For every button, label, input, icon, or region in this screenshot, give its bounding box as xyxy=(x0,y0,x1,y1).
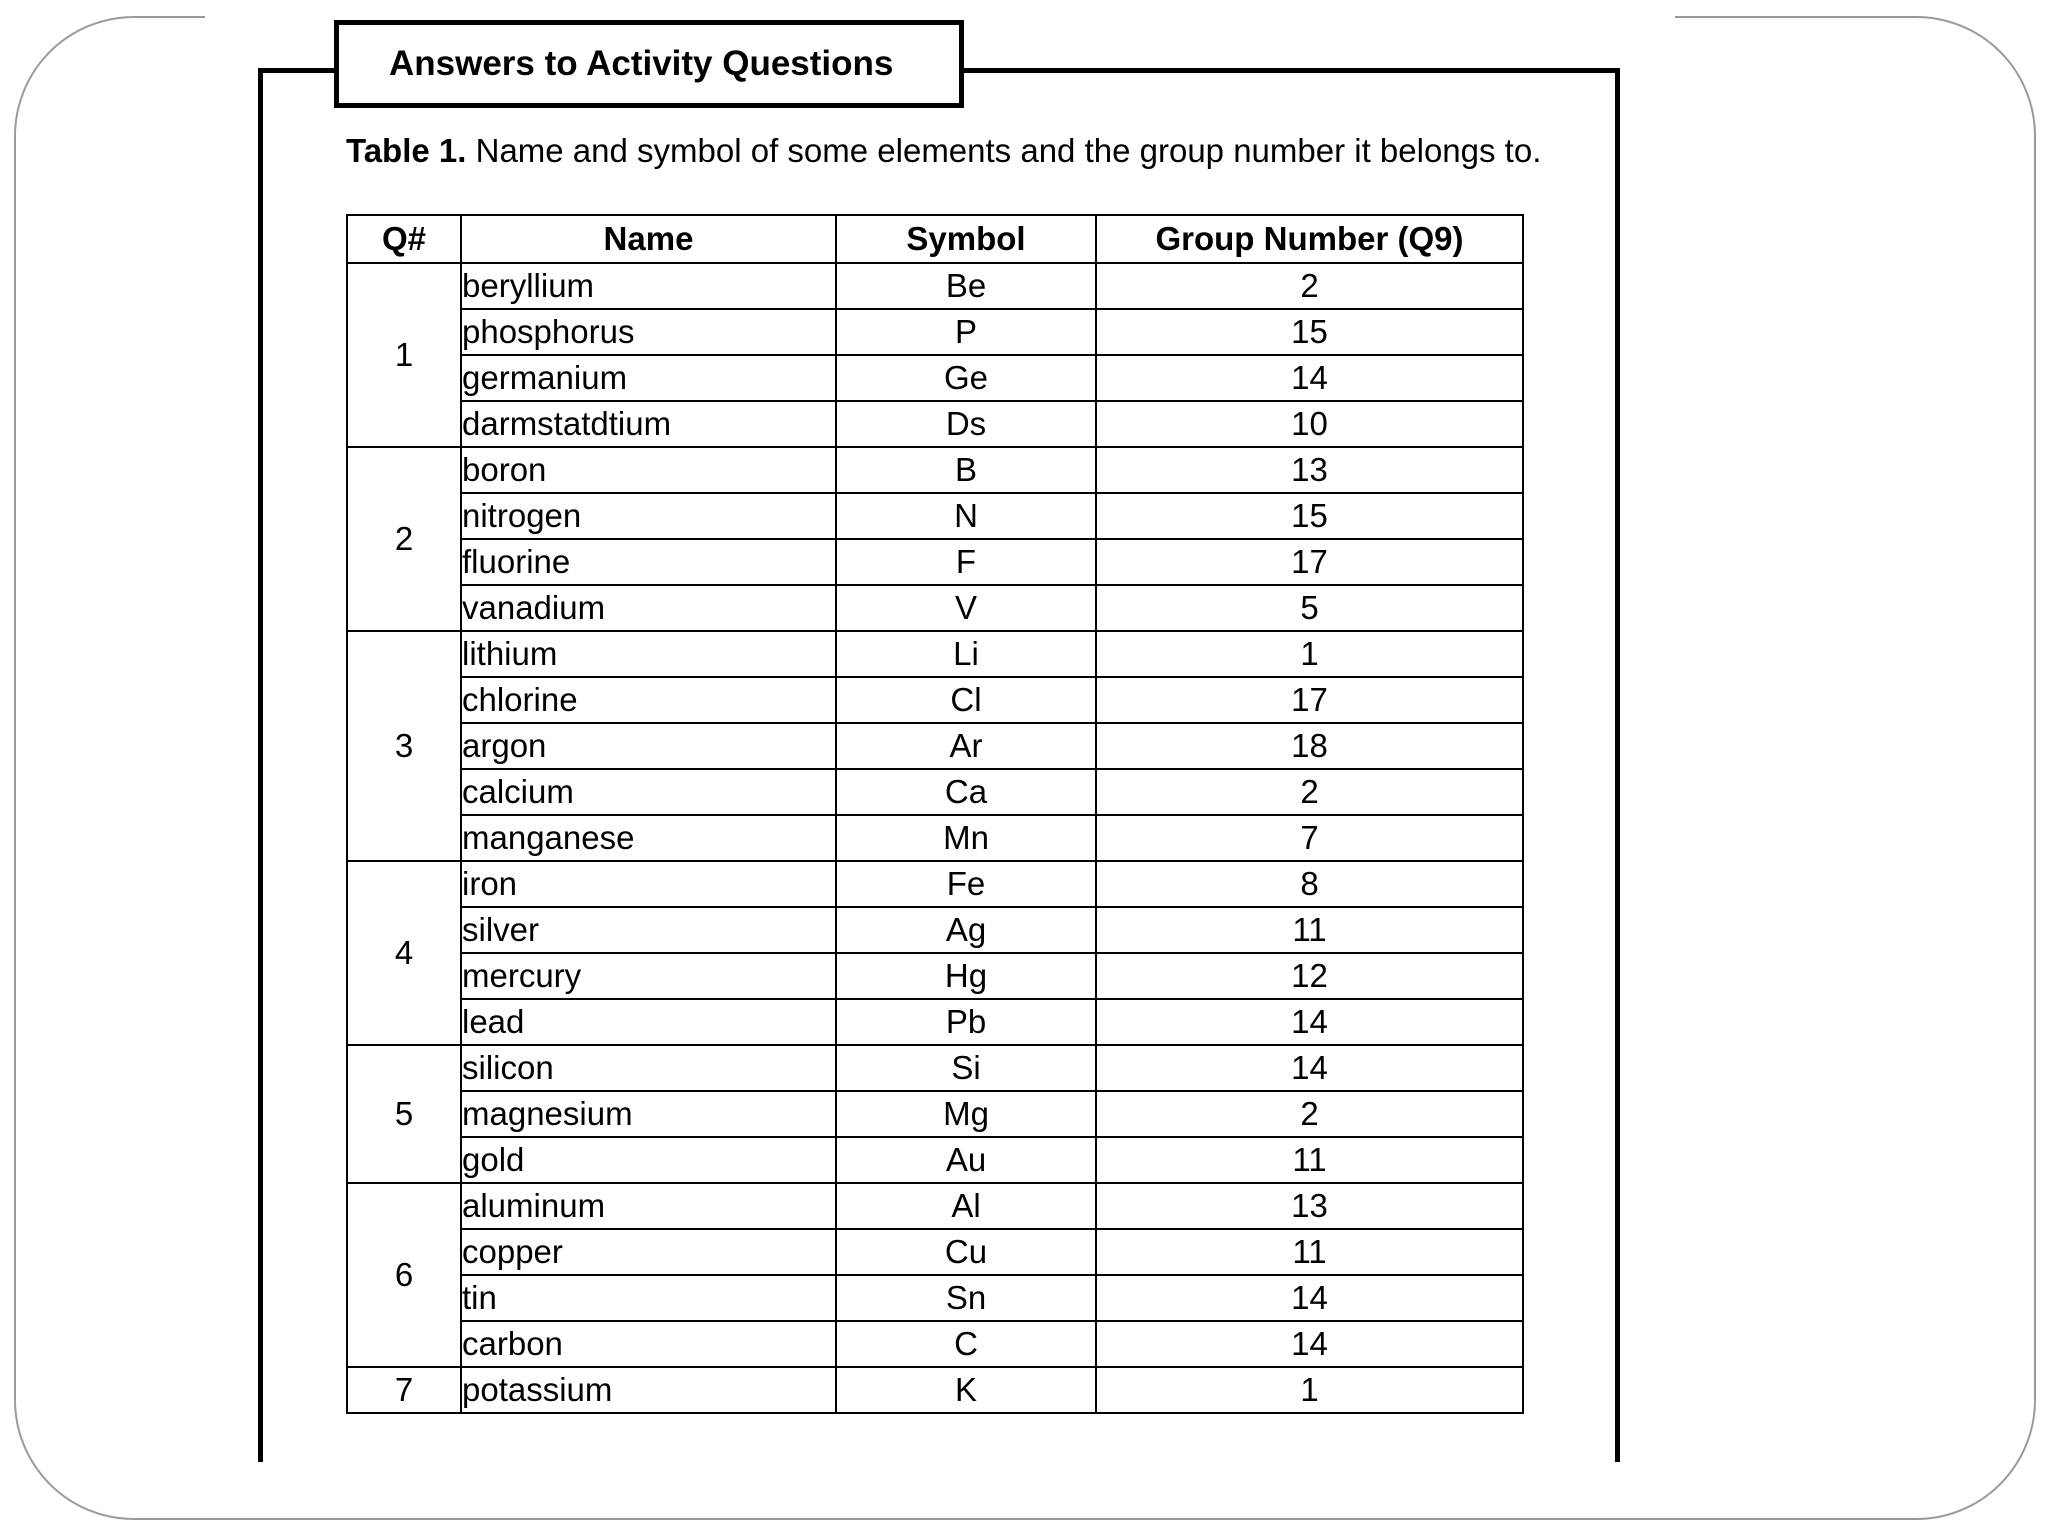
table-row xyxy=(347,1137,1523,1183)
table-row xyxy=(347,999,1523,1045)
element-symbol: Sn xyxy=(836,1275,1096,1321)
table-row xyxy=(347,585,1523,631)
element-name: calcium xyxy=(461,769,836,815)
element-name: aluminum xyxy=(461,1183,836,1229)
table-row xyxy=(347,1367,1523,1413)
element-name: silicon xyxy=(461,1045,836,1091)
table-row xyxy=(347,1321,1523,1367)
element-group: 7 xyxy=(1096,815,1523,861)
element-group: 11 xyxy=(1096,1229,1523,1275)
element-group: 10 xyxy=(1096,401,1523,447)
element-group: 18 xyxy=(1096,723,1523,769)
element-name: tin xyxy=(461,1275,836,1321)
element-name: argon xyxy=(461,723,836,769)
element-symbol: Mn xyxy=(836,815,1096,861)
element-group: 5 xyxy=(1096,585,1523,631)
element-symbol: Ge xyxy=(836,355,1096,401)
table-row xyxy=(347,447,1523,493)
element-symbol: F xyxy=(836,539,1096,585)
header-name: Name xyxy=(461,215,836,263)
answer-title: Answers to Activity Questions xyxy=(334,20,964,108)
element-name: carbon xyxy=(461,1321,836,1367)
header-symbol: Symbol xyxy=(836,215,1096,263)
header-group-number: Group Number (Q9) xyxy=(1096,215,1523,263)
question-number: 5 xyxy=(347,1045,461,1183)
element-name: potassium xyxy=(461,1367,836,1413)
table-row xyxy=(347,1229,1523,1275)
element-name: manganese xyxy=(461,815,836,861)
element-group: 15 xyxy=(1096,309,1523,355)
element-name: gold xyxy=(461,1137,836,1183)
element-symbol: Si xyxy=(836,1045,1096,1091)
element-name: beryllium xyxy=(461,263,836,309)
element-group: 1 xyxy=(1096,631,1523,677)
element-name: lead xyxy=(461,999,836,1045)
table-caption-text: Name and symbol of some elements and the group number it belongs to. xyxy=(466,132,1542,169)
element-name: copper xyxy=(461,1229,836,1275)
element-symbol: Al xyxy=(836,1183,1096,1229)
table-row xyxy=(347,1275,1523,1321)
element-group: 13 xyxy=(1096,1183,1523,1229)
element-name: iron xyxy=(461,861,836,907)
element-symbol: N xyxy=(836,493,1096,539)
table-row xyxy=(347,401,1523,447)
table-header-row xyxy=(347,215,1523,263)
table-row xyxy=(347,861,1523,907)
element-symbol: Be xyxy=(836,263,1096,309)
table-row xyxy=(347,1183,1523,1229)
element-symbol: Ds xyxy=(836,401,1096,447)
element-group: 8 xyxy=(1096,861,1523,907)
table-caption-label: Table 1. xyxy=(346,132,467,169)
element-name: silver xyxy=(461,907,836,953)
question-number: 3 xyxy=(347,631,461,861)
table-row xyxy=(347,355,1523,401)
table-row xyxy=(347,263,1523,309)
element-group: 2 xyxy=(1096,769,1523,815)
table-row xyxy=(347,1045,1523,1091)
element-name: magnesium xyxy=(461,1091,836,1137)
element-group: 11 xyxy=(1096,1137,1523,1183)
question-number: 2 xyxy=(347,447,461,631)
table-row xyxy=(347,631,1523,677)
element-symbol: Cu xyxy=(836,1229,1096,1275)
table-row xyxy=(347,493,1523,539)
element-group: 2 xyxy=(1096,1091,1523,1137)
element-symbol: Cl xyxy=(836,677,1096,723)
element-group: 11 xyxy=(1096,907,1523,953)
element-symbol: K xyxy=(836,1367,1096,1413)
element-group: 12 xyxy=(1096,953,1523,999)
question-number: 6 xyxy=(347,1183,461,1367)
table-row xyxy=(347,723,1523,769)
element-symbol: Au xyxy=(836,1137,1096,1183)
table-row xyxy=(347,815,1523,861)
table-row xyxy=(347,539,1523,585)
question-number: 4 xyxy=(347,861,461,1045)
table-row xyxy=(347,769,1523,815)
question-number: 7 xyxy=(347,1367,461,1413)
element-name: lithium xyxy=(461,631,836,677)
table-caption xyxy=(346,130,1546,171)
table-row xyxy=(347,907,1523,953)
element-name: darmstatdtium xyxy=(461,401,836,447)
element-name: boron xyxy=(461,447,836,493)
element-symbol: Ag xyxy=(836,907,1096,953)
table-row xyxy=(347,309,1523,355)
header-q: Q# xyxy=(347,215,461,263)
element-name: fluorine xyxy=(461,539,836,585)
element-group: 2 xyxy=(1096,263,1523,309)
table-row xyxy=(347,1091,1523,1137)
element-group: 1 xyxy=(1096,1367,1523,1413)
element-group: 14 xyxy=(1096,1275,1523,1321)
element-name: vanadium xyxy=(461,585,836,631)
element-symbol: Mg xyxy=(836,1091,1096,1137)
table-body xyxy=(347,263,1523,1413)
element-group: 17 xyxy=(1096,677,1523,723)
element-symbol: Fe xyxy=(836,861,1096,907)
element-symbol: Pb xyxy=(836,999,1096,1045)
table-row xyxy=(347,953,1523,999)
element-name: chlorine xyxy=(461,677,836,723)
question-number: 1 xyxy=(347,263,461,447)
element-symbol: B xyxy=(836,447,1096,493)
element-name: phosphorus xyxy=(461,309,836,355)
element-group: 14 xyxy=(1096,1321,1523,1367)
element-group: 14 xyxy=(1096,1045,1523,1091)
element-symbol: Ar xyxy=(836,723,1096,769)
table-row xyxy=(347,677,1523,723)
element-symbol: Hg xyxy=(836,953,1096,999)
element-symbol: P xyxy=(836,309,1096,355)
element-group: 13 xyxy=(1096,447,1523,493)
element-symbol: Ca xyxy=(836,769,1096,815)
element-symbol: V xyxy=(836,585,1096,631)
element-name: mercury xyxy=(461,953,836,999)
element-group: 14 xyxy=(1096,355,1523,401)
element-group: 15 xyxy=(1096,493,1523,539)
element-symbol: Li xyxy=(836,631,1096,677)
element-name: germanium xyxy=(461,355,836,401)
element-group: 14 xyxy=(1096,999,1523,1045)
element-symbol: C xyxy=(836,1321,1096,1367)
element-name: nitrogen xyxy=(461,493,836,539)
element-group: 17 xyxy=(1096,539,1523,585)
elements-table xyxy=(346,214,1524,1414)
